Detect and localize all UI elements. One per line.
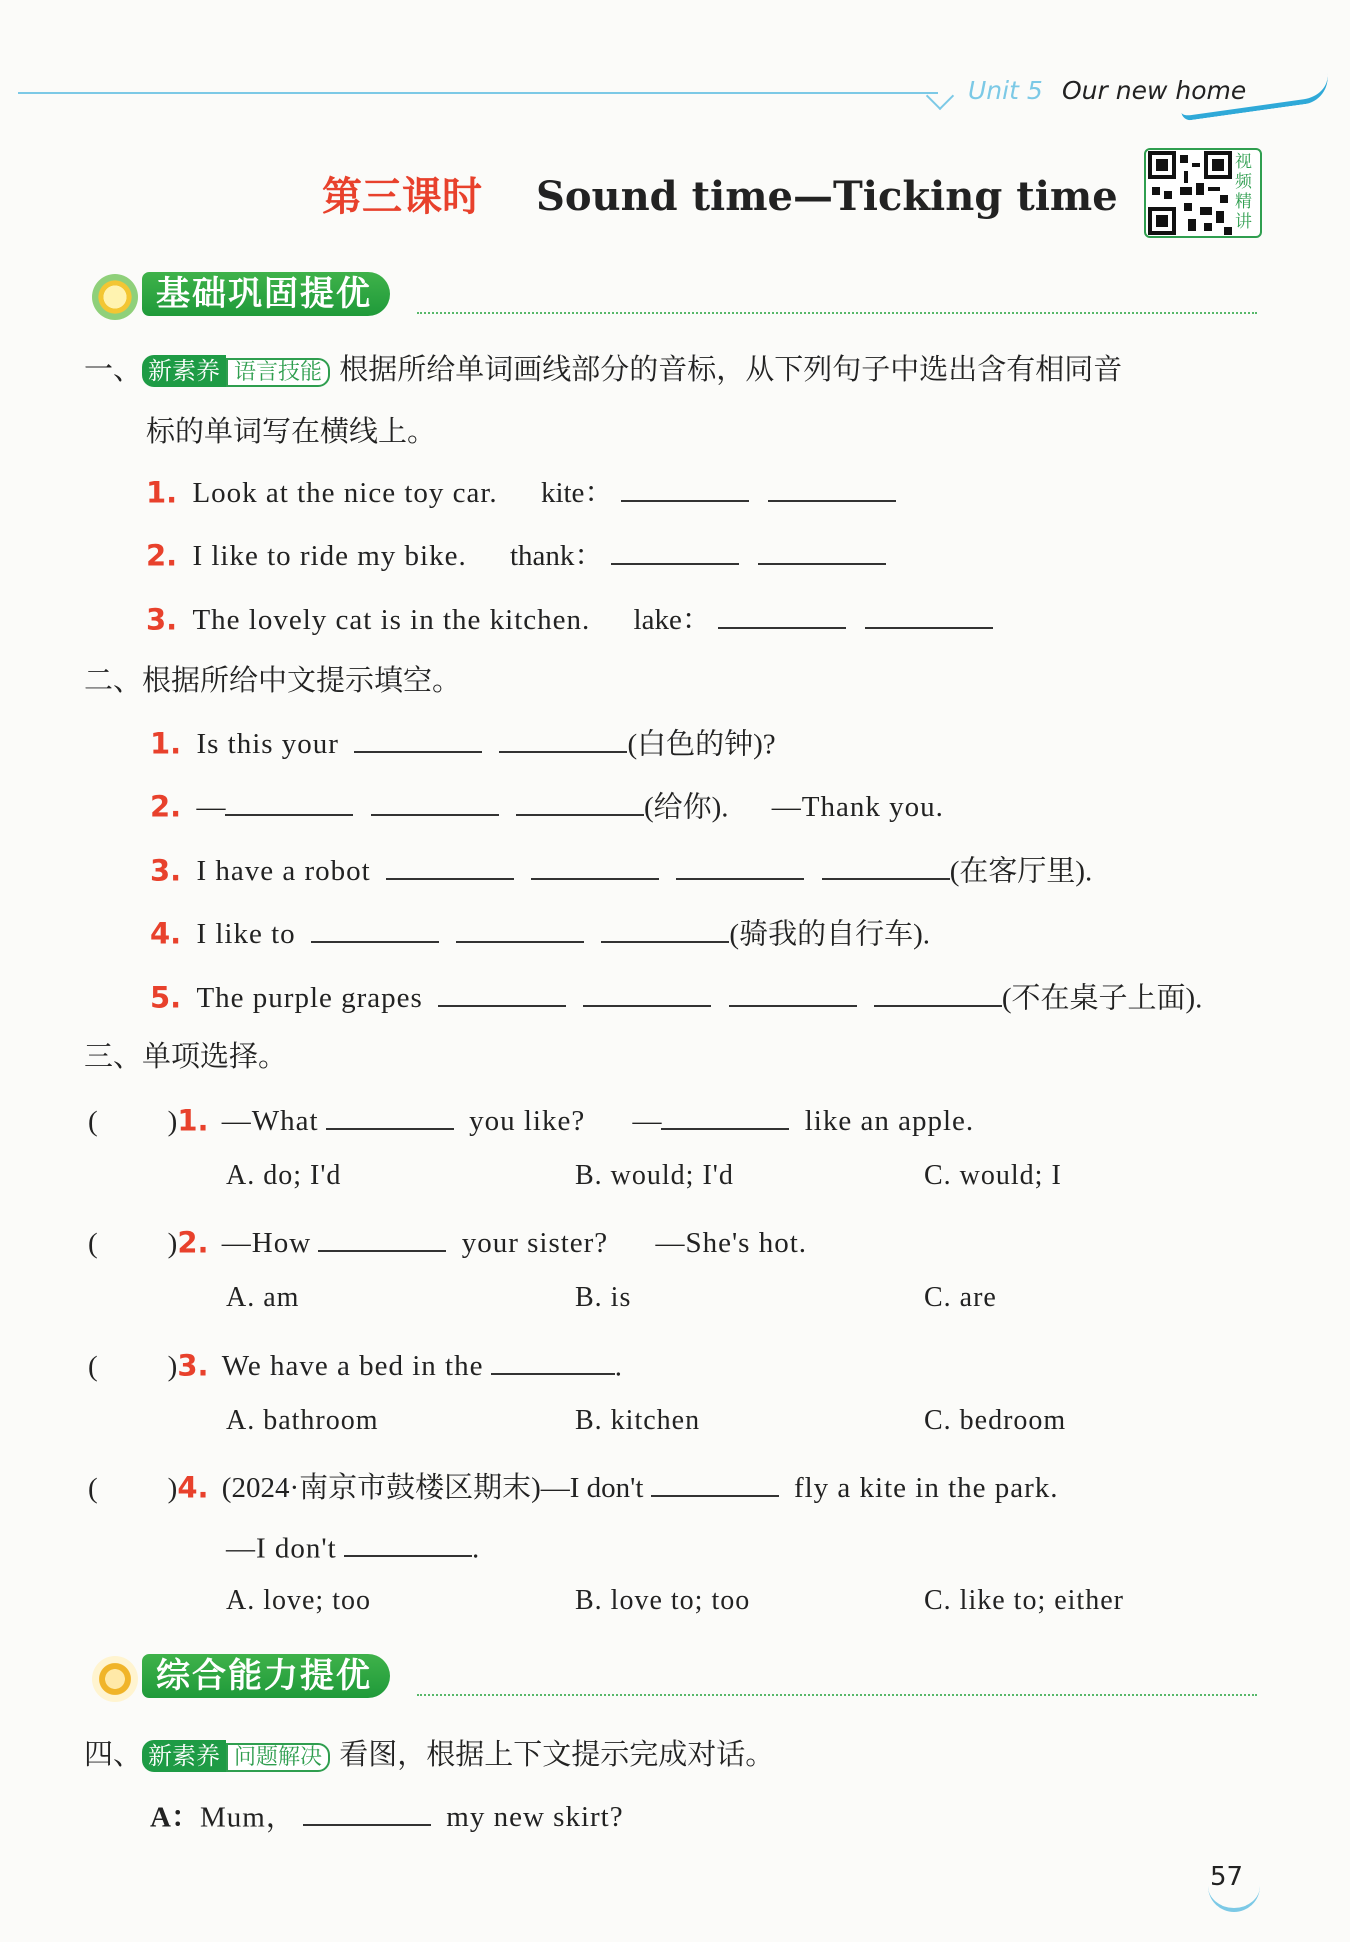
- q4-dialog-line-1: [150, 1794, 624, 1837]
- q3-item-2-text-b: your sister?: [461, 1227, 609, 1260]
- q3-item-4-text-d: .: [471, 1532, 480, 1565]
- header-unit-title: Our new home: [1062, 76, 1247, 105]
- header-chevron-icon: [926, 82, 954, 110]
- q2-item-2-dash: —: [196, 791, 226, 824]
- q2-item-1-blank-1[interactable]: [354, 721, 482, 753]
- q3-item-4-text-b: fly a kite in the park.: [793, 1472, 1059, 1505]
- qr-code-icon: [1148, 151, 1232, 235]
- q2-item-2-blank-3[interactable]: [516, 784, 644, 816]
- q3-item-1-blank-2[interactable]: [661, 1098, 789, 1130]
- q3-item-1-text-b: you like?: [469, 1105, 586, 1138]
- q3-item-2: [88, 1220, 807, 1263]
- q1-item-1-word: kite：: [540, 477, 614, 510]
- q3-item-4-option-a[interactable]: A. love; too: [226, 1585, 371, 1616]
- q2-item-1-text: Is this your: [196, 728, 339, 761]
- q2-item-4-num: 4.: [150, 916, 182, 951]
- q3-item-2-option-b[interactable]: B. is: [575, 1282, 632, 1313]
- q3-item-4-paren-close: ): [167, 1472, 178, 1505]
- q3-item-2-blank-1[interactable]: [318, 1220, 446, 1252]
- q1-index: 一、: [84, 352, 143, 386]
- trophy-icon: [92, 1656, 138, 1702]
- q2-item-3-blank-4[interactable]: [822, 848, 950, 880]
- q1-item-3-word: lake：: [633, 604, 711, 637]
- q3-item-2-text-a: —How: [221, 1227, 312, 1260]
- q1-item-1: [146, 470, 896, 513]
- q2-item-1-blank-2[interactable]: [499, 721, 627, 753]
- q1-item-3-sentence: The lovely cat is in the kitchen.: [192, 604, 591, 637]
- q1-item-3: [146, 597, 993, 640]
- q3-item-4-paren-open: (: [88, 1472, 98, 1505]
- lesson-topic: Sound time—Ticking time: [535, 173, 1118, 220]
- q3-item-2-answer[interactable]: [98, 1222, 168, 1252]
- q1-item-1-num: 1.: [146, 475, 178, 510]
- q3-item-4: [88, 1465, 1059, 1508]
- q2-item-3-hint: (在客厅里).: [949, 855, 1093, 888]
- section-comprehensive-heading: 综合能力提优: [142, 1654, 390, 1698]
- q3-item-2-paren-close: ): [167, 1227, 178, 1260]
- q1-item-2-sentence: I like to ride my bike.: [192, 540, 467, 573]
- q3-item-1-option-c[interactable]: C. would; I: [924, 1160, 1062, 1191]
- q3-item-1-text-d: like an apple.: [804, 1105, 975, 1138]
- q1-item-3-blank-2[interactable]: [865, 597, 993, 629]
- q2-item-1-hint: (白色的钟)?: [627, 728, 776, 761]
- q3-item-3-blank-1[interactable]: [491, 1343, 615, 1375]
- q2-item-5-blank-3[interactable]: [729, 975, 857, 1007]
- page-number: 57: [1210, 1862, 1244, 1892]
- q2-item-3-num: 3.: [150, 853, 182, 888]
- q3-item-3-option-c[interactable]: C. bedroom: [924, 1405, 1067, 1436]
- q3-item-4-line-2: [226, 1525, 479, 1568]
- q3-item-4-blank-1[interactable]: [651, 1465, 779, 1497]
- lesson-label: 第三课时: [322, 173, 482, 220]
- q1-tag-skill: 语言技能: [226, 358, 330, 387]
- q3-item-2-paren-open: (: [88, 1227, 98, 1260]
- q2-item-5-hint: (不在桌子上面).: [1001, 982, 1203, 1015]
- q2-item-2-blank-2[interactable]: [371, 784, 499, 816]
- q1-instruction-line-2: 标的单词写在横线上。: [146, 414, 437, 448]
- q3-item-1-answer[interactable]: [98, 1100, 168, 1130]
- q2-item-3: [150, 848, 1092, 891]
- q4-instruction: [84, 1734, 774, 1778]
- q1-item-2-blank-2[interactable]: [758, 533, 886, 565]
- q1-tag-literacy: 新素养: [142, 355, 226, 387]
- q2-item-5-num: 5.: [150, 980, 182, 1015]
- q1-item-1-blank-1[interactable]: [621, 470, 749, 502]
- q2-item-1: [150, 721, 776, 764]
- q3-item-1-blank-1[interactable]: [326, 1098, 454, 1130]
- q3-item-1: [88, 1098, 974, 1141]
- header-rule: [18, 92, 938, 94]
- q2-item-5-text: The purple grapes: [196, 982, 423, 1015]
- q2-item-3-text: I have a robot: [196, 855, 371, 888]
- q3-item-3-text-b: .: [614, 1350, 622, 1383]
- q1-item-3-num: 3.: [146, 602, 178, 637]
- q3-item-3-text-a: We have a bed in the: [221, 1350, 484, 1383]
- q1-item-2-blank-1[interactable]: [611, 533, 739, 565]
- q3-item-1-paren-open: (: [88, 1105, 98, 1138]
- q2-item-5-blank-4[interactable]: [874, 975, 1002, 1007]
- q2-item-5-blank-1[interactable]: [438, 975, 566, 1007]
- q4-index: 四、: [84, 1737, 143, 1771]
- q4-tag-skill: 问题解决: [226, 1743, 330, 1772]
- q3-item-4-text-c: —I don't: [226, 1532, 337, 1565]
- q3-item-1-option-b[interactable]: B. would; I'd: [575, 1160, 734, 1191]
- q3-item-3-paren-open: (: [88, 1350, 98, 1383]
- q3-item-2-num: 2.: [177, 1225, 209, 1260]
- q2-item-3-blank-3[interactable]: [676, 848, 804, 880]
- q3-item-1-paren-close: ): [167, 1105, 178, 1138]
- lesson-title: [322, 165, 1118, 222]
- q4-dialog-speaker: A：: [150, 1801, 200, 1834]
- qr-code[interactable]: [1144, 148, 1262, 238]
- q2-item-2-reply: —Thank you.: [771, 791, 944, 824]
- q2-item-2-blank-1[interactable]: [225, 784, 353, 816]
- q2-item-4-blank-2[interactable]: [456, 911, 584, 943]
- q3-heading: 三、单项选择。: [84, 1039, 288, 1073]
- q3-item-2-option-c[interactable]: C. are: [924, 1282, 997, 1313]
- q2-item-1-num: 1.: [150, 726, 182, 761]
- q3-item-1-text-c: —: [632, 1105, 662, 1138]
- q3-item-4-text-a: (2024·南京市鼓楼区期末)—I don't: [221, 1472, 644, 1505]
- q4-instruction-text: 看图，根据上下文提示完成对话。: [339, 1737, 775, 1771]
- q3-item-2-text-c: —She's hot.: [655, 1227, 808, 1260]
- q3-item-4-answer[interactable]: [98, 1467, 168, 1497]
- q3-item-4-option-c[interactable]: C. like to; either: [924, 1585, 1124, 1616]
- q1-instruction: [84, 349, 1122, 393]
- q3-item-2-option-a[interactable]: A. am: [226, 1282, 300, 1313]
- q1-item-3-blank-1[interactable]: [718, 597, 846, 629]
- sun-leaf-icon: [92, 274, 138, 320]
- q1-instruction-text-1: 根据所给单词画线部分的音标，从下列句子中选出含有相同音: [339, 352, 1123, 386]
- q2-item-4: [150, 911, 930, 954]
- q2-item-5: [150, 975, 1202, 1018]
- q1-item-1-sentence: Look at the nice toy car.: [192, 477, 498, 510]
- q3-item-1-option-a[interactable]: A. do; I'd: [226, 1160, 342, 1191]
- page-swoosh-icon: [1208, 1878, 1260, 1912]
- header-unit: Unit 5: [968, 76, 1043, 105]
- q3-item-4-num: 4.: [177, 1470, 209, 1505]
- q4-dialog-text-b: my new skirt?: [446, 1801, 624, 1834]
- q3-item-4-option-b[interactable]: B. love to; too: [575, 1585, 751, 1616]
- q1-item-1-blank-2[interactable]: [768, 470, 896, 502]
- q2-heading: 二、根据所给中文提示填空。: [84, 663, 462, 697]
- q1-item-2-num: 2.: [146, 538, 178, 573]
- section-basic-heading: 基础巩固提优: [142, 272, 390, 316]
- q2-item-4-text: I like to: [196, 918, 296, 951]
- q2-item-3-blank-1[interactable]: [386, 848, 514, 880]
- q1-item-2: [146, 533, 886, 576]
- q2-item-4-blank-3[interactable]: [601, 911, 729, 943]
- q1-item-2-word: thank：: [509, 540, 604, 573]
- q3-item-3-num: 3.: [177, 1348, 209, 1383]
- q3-item-3: [88, 1343, 622, 1386]
- q2-item-4-blank-1[interactable]: [311, 911, 439, 943]
- qr-side-label: 视频精讲: [1235, 152, 1252, 232]
- q4-dialog-text-a: Mum，: [199, 1801, 296, 1834]
- section-comprehensive-banner: [92, 1654, 1257, 1700]
- q2-item-2-hint: (给你).: [643, 791, 729, 824]
- q3-item-3-option-a[interactable]: A. bathroom: [226, 1405, 379, 1436]
- q2-item-4-hint: (骑我的自行车).: [729, 918, 930, 951]
- q2-item-5-blank-2[interactable]: [583, 975, 711, 1007]
- q3-item-3-paren-close: ): [167, 1350, 178, 1383]
- q3-item-1-text-a: —What: [221, 1105, 319, 1138]
- q3-item-3-option-b[interactable]: B. kitchen: [575, 1405, 701, 1436]
- q3-item-3-answer[interactable]: [98, 1345, 168, 1375]
- q2-item-2-num: 2.: [150, 789, 182, 824]
- q4-tag-literacy: 新素养: [142, 1740, 226, 1772]
- q4-dialog-blank[interactable]: [303, 1794, 431, 1826]
- section-basic-banner: [92, 272, 1257, 318]
- q2-item-3-blank-2[interactable]: [531, 848, 659, 880]
- q3-item-1-num: 1.: [177, 1103, 209, 1138]
- q3-item-4-blank-2[interactable]: [344, 1525, 472, 1557]
- q2-item-2: [150, 784, 944, 827]
